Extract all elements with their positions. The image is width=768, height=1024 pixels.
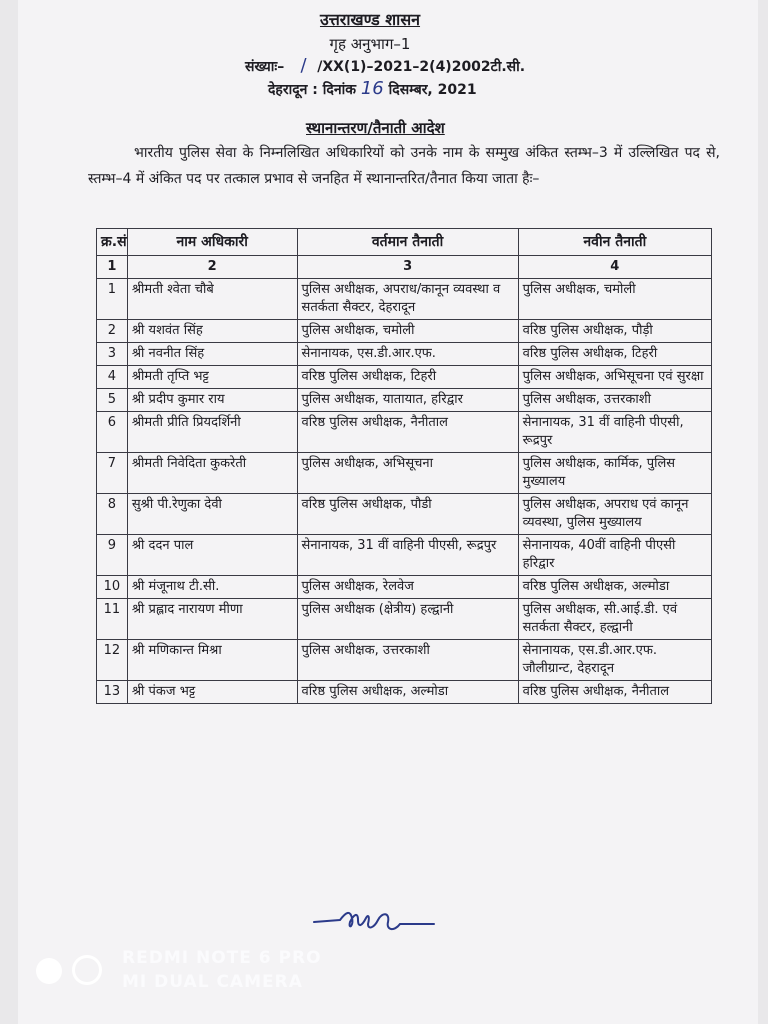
current-posting-cell: वरिष्ठ पुलिस अधीक्षक, अल्मोडा <box>297 681 518 704</box>
handwritten-slash: / <box>289 55 313 76</box>
current-posting-cell: पुलिस अधीक्षक, उत्तरकाशी <box>297 640 518 681</box>
current-posting-cell: वरिष्ठ पुलिस अधीक्षक, पौडी <box>297 494 518 535</box>
serial-cell: 5 <box>97 389 128 412</box>
current-posting-cell: पुलिस अधीक्षक, रेलवेज <box>297 576 518 599</box>
table-row <box>97 412 712 453</box>
officer-name-cell: श्रीमती तृप्ति भट्ट <box>127 366 297 389</box>
officer-name-cell: श्री पंकज भट्ट <box>127 681 297 704</box>
table-row <box>97 320 712 343</box>
officer-name-cell: सुश्री पी.रेणुका देवी <box>127 494 297 535</box>
officer-name-cell: श्रीमती प्रीति प्रियदर्शिनी <box>127 412 297 453</box>
reference-number: /XX(1)–2021–2(4)2002टी.सी. <box>317 59 526 75</box>
serial-cell: 4 <box>97 366 128 389</box>
new-posting-cell: वरिष्ठ पुलिस अधीक्षक, पौड़ी <box>518 320 711 343</box>
officer-name-cell: श्रीमती श्वेता चौबे <box>127 279 297 320</box>
table-header-row <box>97 229 712 256</box>
reference-line <box>245 55 525 76</box>
new-posting-cell: पुलिस अधीक्षक, अभिसूचना एवं सुरक्षा <box>518 366 711 389</box>
officer-name-cell: श्री मणिकान्त मिश्रा <box>127 640 297 681</box>
column-number: 4 <box>518 256 711 279</box>
new-posting-cell: वरिष्ठ पुलिस अधीक्षक, नैनीताल <box>518 681 711 704</box>
new-posting-cell: पुलिस अधीक्षक, उत्तरकाशी <box>518 389 711 412</box>
new-posting-cell: पुलिस अधीक्षक, सी.आई.डी. एवं सतर्कता सैक्टर, हल्द्वानी <box>518 599 711 640</box>
current-posting-cell: पुलिस अधीक्षक, चमोली <box>297 320 518 343</box>
table-row <box>97 366 712 389</box>
order-body: भारतीय पुलिस सेवा के निम्नलिखित अधिकारियों को उनके नाम के सम्मुख अंकित स्तम्भ–3 में उल्लिखित पद से, स्तम्भ–4 में अंकित पद पर तत्काल प्रभाव से जनहित में स्थानान्तरित/तैनात किया जाता हैः– <box>88 145 720 187</box>
header-current-posting: वर्तमान तैनाती <box>297 229 518 256</box>
serial-cell: 7 <box>97 453 128 494</box>
reference-label: संख्याः– <box>245 59 285 75</box>
table-row <box>97 640 712 681</box>
date-month-year: दिसम्बर, 2021 <box>388 82 477 98</box>
new-posting-cell: सेनानायक, 40वीं वाहिनी पीएसी हरिद्वार <box>518 535 711 576</box>
table-row <box>97 599 712 640</box>
officer-name-cell: श्री प्रदीप कुमार राय <box>127 389 297 412</box>
new-posting-cell: सेनानायक, एस.डी.आर.एफ. जौलीग्रान्ट, देहरादून <box>518 640 711 681</box>
column-number: 3 <box>297 256 518 279</box>
serial-cell: 6 <box>97 412 128 453</box>
date-line <box>268 78 477 99</box>
serial-cell: 11 <box>97 599 128 640</box>
serial-cell: 3 <box>97 343 128 366</box>
department-heading: गृह अनुभाग–1 <box>329 35 411 53</box>
serial-cell: 1 <box>97 279 128 320</box>
header-officer-name: नाम अधिकारी <box>127 229 297 256</box>
officer-name-cell: श्री मंजूनाथ टी.सी. <box>127 576 297 599</box>
officer-name-cell: श्रीमती निवेदिता कुकरेती <box>127 453 297 494</box>
new-posting-cell: वरिष्ठ पुलिस अधीक्षक, अल्मोडा <box>518 576 711 599</box>
new-posting-cell: पुलिस अधीक्षक, चमोली <box>518 279 711 320</box>
serial-cell: 10 <box>97 576 128 599</box>
serial-cell: 9 <box>97 535 128 576</box>
signature <box>310 902 440 942</box>
table-body <box>97 279 712 704</box>
officer-name-cell: श्री ददन पाल <box>127 535 297 576</box>
new-posting-cell: पुलिस अधीक्षक, अपराध एवं कानून व्यवस्था, पुलिस मुख्यालय <box>518 494 711 535</box>
serial-cell: 13 <box>97 681 128 704</box>
header-new-posting: नवीन तैनाती <box>518 229 711 256</box>
current-posting-cell: पुलिस अधीक्षक, अपराध/कानून व्यवस्था व सतर्कता सैक्टर, देहरादून <box>297 279 518 320</box>
column-number-row <box>97 256 712 279</box>
serial-cell: 12 <box>97 640 128 681</box>
table-row <box>97 494 712 535</box>
serial-cell: 2 <box>97 320 128 343</box>
table-row <box>97 681 712 704</box>
new-posting-cell: पुलिस अधीक्षक, कार्मिक, पुलिस मुख्यालय <box>518 453 711 494</box>
column-number: 1 <box>97 256 128 279</box>
current-posting-cell: पुलिस अधीक्षक (क्षेत्रीय) हल्द्वानी <box>297 599 518 640</box>
date-day: 16 <box>360 78 384 99</box>
order-title: स्थानान्तरण/तैनाती आदेश <box>306 119 445 137</box>
header-serial: क्र.सं <box>97 229 128 256</box>
officer-name-cell: श्री यशवंत सिंह <box>127 320 297 343</box>
current-posting-cell: पुलिस अधीक्षक, यातायात, हरिद्वार <box>297 389 518 412</box>
new-posting-cell: वरिष्ठ पुलिस अधीक्षक, टिहरी <box>518 343 711 366</box>
table-row <box>97 279 712 320</box>
watermark-model: REDMI NOTE 6 PRO <box>122 948 322 968</box>
transfer-table <box>96 228 712 704</box>
watermark-camera: MI DUAL CAMERA <box>122 972 303 992</box>
table-row <box>97 535 712 576</box>
current-posting-cell: सेनानायक, 31 वीं वाहिनी पीएसी, रूद्रपुर <box>297 535 518 576</box>
table-row <box>97 343 712 366</box>
column-number: 2 <box>127 256 297 279</box>
current-posting-cell: पुलिस अधीक्षक, अभिसूचना <box>297 453 518 494</box>
officer-name-cell: श्री प्रह्लाद नारायण मीणा <box>127 599 297 640</box>
table-row <box>97 453 712 494</box>
current-posting-cell: वरिष्ठ पुलिस अधीक्षक, नैनीताल <box>297 412 518 453</box>
current-posting-cell: वरिष्ठ पुलिस अधीक्षक, टिहरी <box>297 366 518 389</box>
new-posting-cell: सेनानायक, 31 वीं वाहिनी पीएसी, रूद्रपुर <box>518 412 711 453</box>
current-posting-cell: सेनानायक, एस.डी.आर.एफ. <box>297 343 518 366</box>
date-label: देहरादून : दिनांक <box>268 82 356 98</box>
table-row <box>97 389 712 412</box>
table-row <box>97 576 712 599</box>
officer-name-cell: श्री नवनीत सिंह <box>127 343 297 366</box>
serial-cell: 8 <box>97 494 128 535</box>
government-heading: उत्तराखण्ड शासन <box>319 10 421 29</box>
